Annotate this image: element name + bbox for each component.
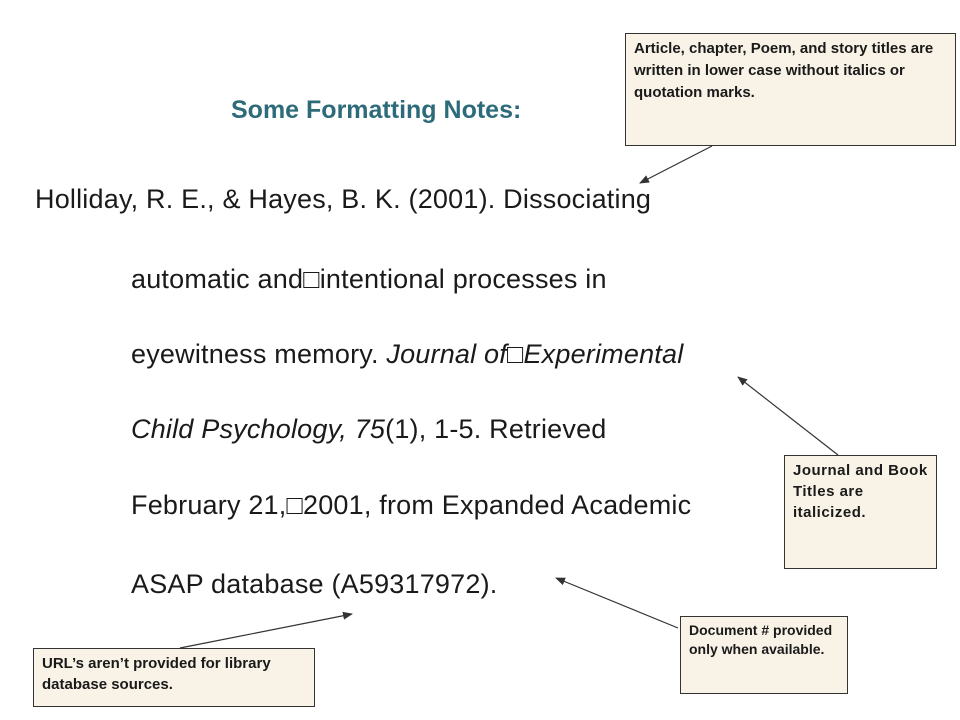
reference-line-3-text: eyewitness memory. xyxy=(131,339,387,369)
reference-line-4-text: (1), 1-5. Retrieved xyxy=(385,414,607,444)
titles-note-callout: Article, chapter, Poem, and story titles are written in lower case without italics or quotation marks. xyxy=(625,33,956,146)
slide-title: Some Formatting Notes: xyxy=(231,96,522,124)
titles-note-arrow xyxy=(640,146,712,183)
reference-line-6: ASAP database (A59317972). xyxy=(131,569,498,599)
url-note-callout: URL’s aren’t provided for library database sources. xyxy=(33,648,315,707)
journal-note-callout: Journal and Book Titles are italicized. xyxy=(784,455,937,569)
reference-line-2: automatic and□intentional processes in xyxy=(131,264,607,294)
reference-line-3 xyxy=(131,339,683,370)
document-note-callout: Document # provided only when available. xyxy=(680,616,848,694)
reference-line-5: February 21,□2001, from Expanded Academic xyxy=(131,490,692,520)
document-note-arrow xyxy=(556,578,678,628)
url-note-arrow xyxy=(180,614,352,648)
reference-line-1: Holliday, R. E., & Hayes, B. K. (2001). Dissociating xyxy=(35,184,652,214)
reference-line-4 xyxy=(131,414,607,445)
journal-title-part-1: Journal of□Experimental xyxy=(386,339,684,369)
journal-title-part-2: Child Psychology, 75 xyxy=(131,414,386,444)
journal-note-arrow xyxy=(738,377,838,455)
